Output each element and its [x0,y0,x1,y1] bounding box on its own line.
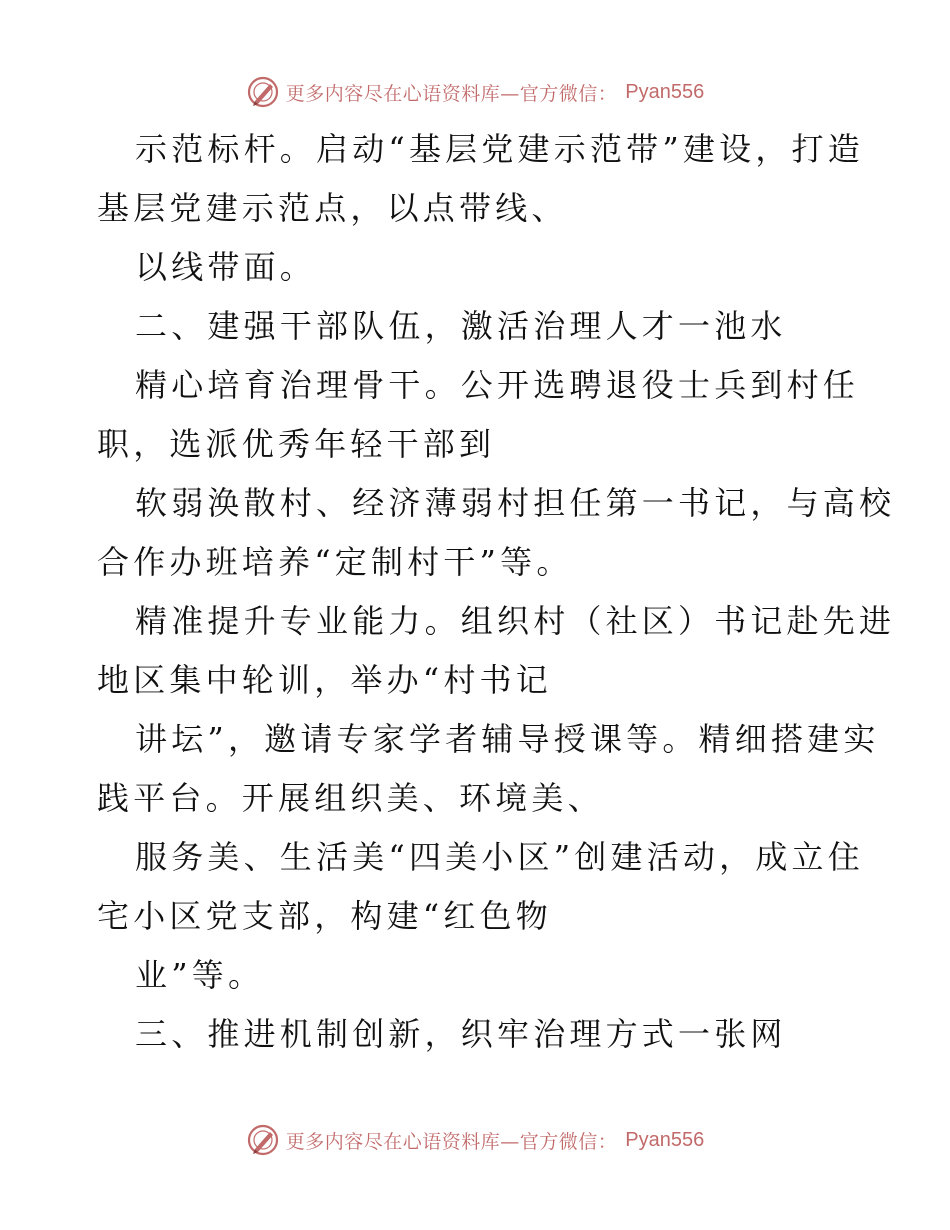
footer-watermark-id: Pyan556 [625,1128,705,1151]
text-line: 基层党建示范点，以点带线、 [97,189,568,227]
header-watermark-text: 更多内容尽在心语资料库—官方微信： [285,82,618,105]
page-header-watermark [0,72,950,112]
page-footer-watermark [0,1120,950,1160]
text-line: 以线带面。 [135,248,317,286]
footer-watermark-text: 更多内容尽在心语资料库—官方微信： [285,1130,618,1153]
text-line: 职，选派优秀年轻干部到 [97,425,496,463]
header-watermark-id: Pyan556 [625,80,705,103]
text-line: 地区集中轮训，举办“村书记 [97,661,552,699]
text-line: 示范标杆。启动“基层党建示范带”建设，打造 [135,130,864,168]
section-heading: 三、推进机制创新，织牢治理方式一张网 [135,1015,787,1053]
text-line: 软弱涣散村、经济薄弱村担任第一书记，与高校 [135,484,896,522]
text-line: 业”等。 [135,956,265,994]
text-line: 服务美、生活美“四美小区”创建活动，成立住 [135,838,864,876]
text-line: 宅小区党支部，构建“红色物 [97,897,552,935]
pen-logo-icon [246,1123,280,1157]
text-line: 践平台。开展组织美、环境美、 [97,779,604,817]
pen-logo-icon [246,75,280,109]
section-heading: 二、建强干部队伍，激活治理人才一池水 [135,307,787,345]
text-line: 讲坛”，邀请专家学者辅导授课等。精细搭建实 [135,720,880,758]
text-line: 合作办班培养“定制村干”等。 [97,543,573,581]
document-body [97,120,896,1064]
text-line: 精准提升专业能力。组织村（社区）书记赴先进 [135,602,896,640]
text-line: 精心培育治理骨干。公开选聘退役士兵到村任 [135,366,860,404]
